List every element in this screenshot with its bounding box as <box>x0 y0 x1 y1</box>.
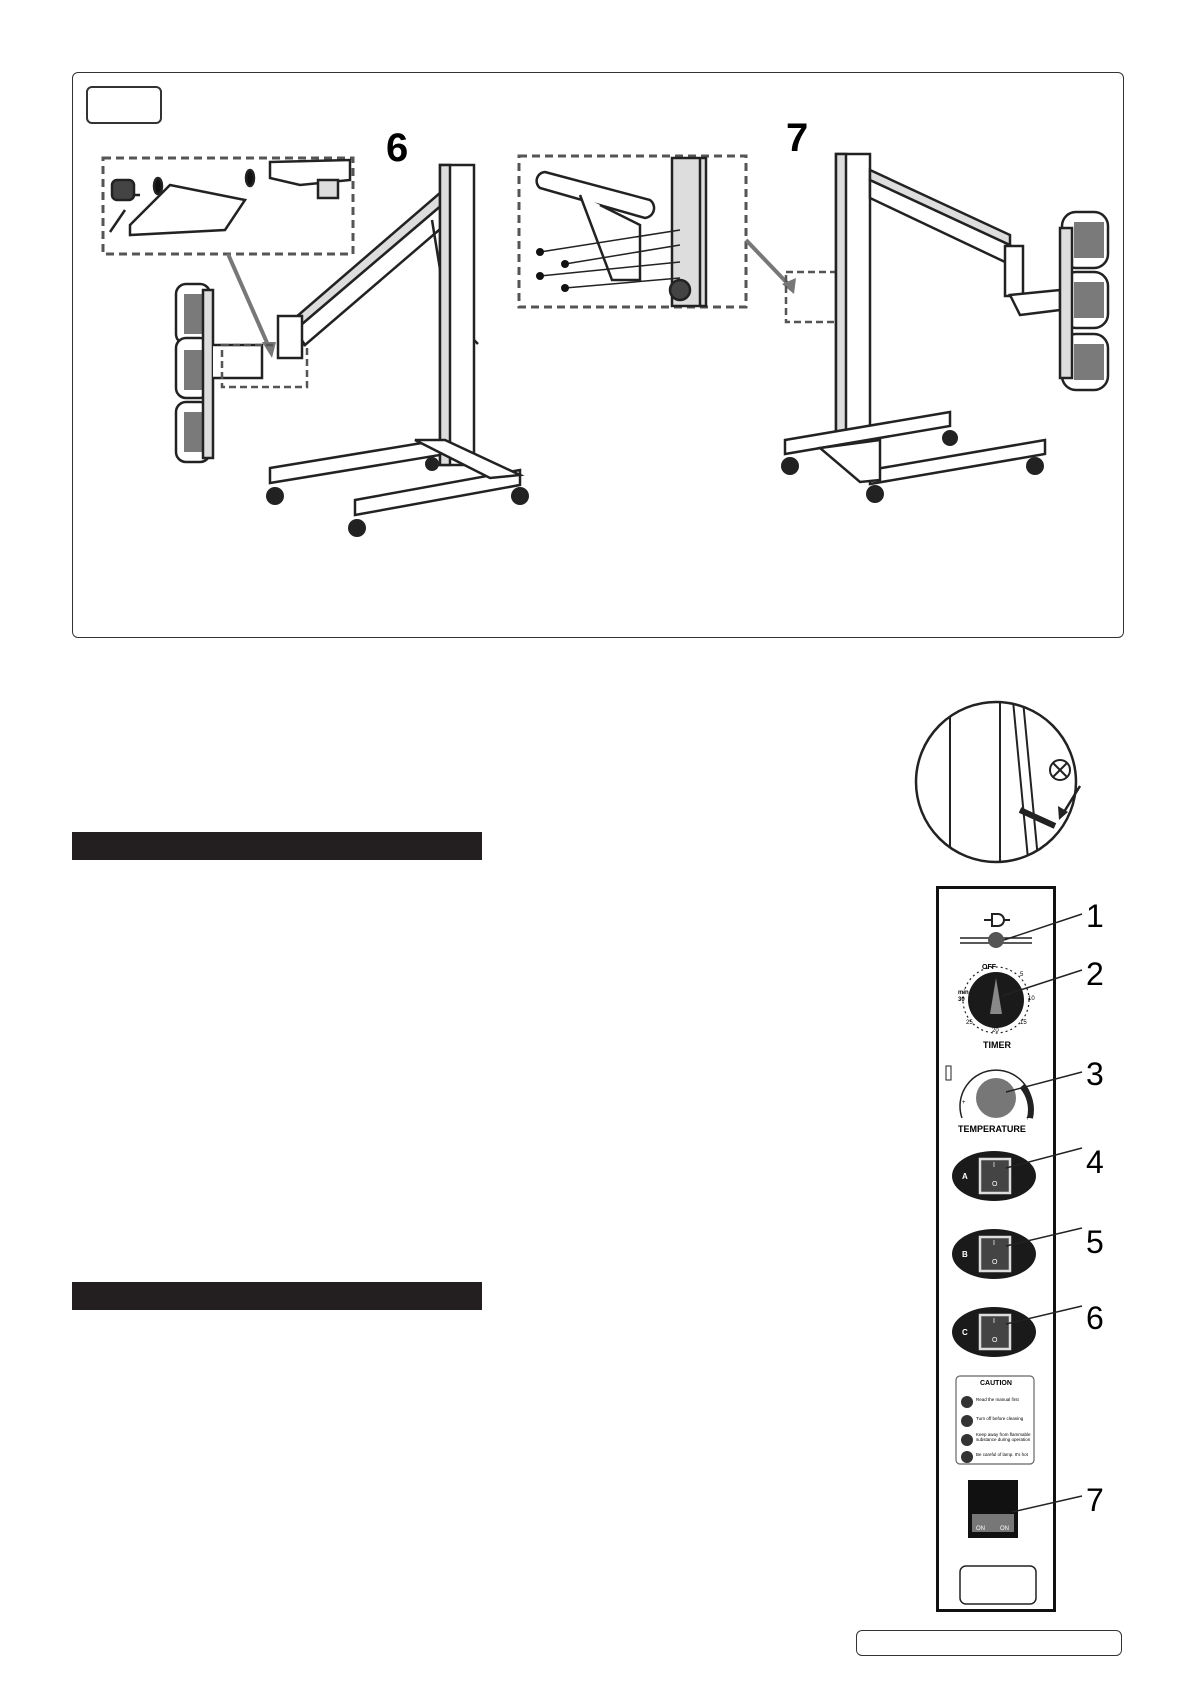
step-number-7: 7 <box>786 116 809 160</box>
breaker-on-left: ON <box>976 1526 985 1532</box>
temperature-high-mark: + <box>1026 1116 1030 1122</box>
timer-tick-10: 10 <box>1028 996 1035 1002</box>
callout-1: 1 <box>1086 898 1104 934</box>
switch-a-letter: A <box>962 1172 968 1181</box>
timer-off-label: OFF <box>982 964 996 971</box>
caution-item-2: Turn off before cleaning <box>976 1416 1024 1421</box>
power-plug-icon <box>984 914 1010 926</box>
callout-4: 4 <box>1086 1144 1104 1180</box>
caution-item-3: Keep away from flammable substance during operation <box>976 1432 1031 1442</box>
temperature-label: TEMPERATURE <box>958 1124 1026 1134</box>
caution-item-1: Read the manual first <box>976 1397 1019 1402</box>
page-footer-box <box>856 1630 1122 1656</box>
timer-label: TIMER <box>983 1040 1011 1050</box>
switch-b-letter: B <box>962 1250 968 1259</box>
temperature-low-mark: + <box>962 1100 966 1106</box>
timer-tick-15: 15 <box>1020 1020 1027 1026</box>
callout-5: 5 <box>1086 1224 1104 1260</box>
callout-7: 7 <box>1086 1482 1104 1518</box>
callout-2: 2 <box>1086 956 1104 992</box>
callout-6: 6 <box>1086 1300 1104 1336</box>
timer-unit-label: min <box>958 990 969 996</box>
callout-3: 3 <box>1086 1056 1104 1092</box>
breaker-on-right: ON <box>1000 1526 1009 1532</box>
timer-tick-25: 25 <box>966 1020 973 1026</box>
switch-b-on: I <box>993 1240 995 1247</box>
timer-tick-30: 30 <box>958 997 965 1003</box>
caution-title: CAUTION <box>980 1380 1012 1387</box>
step-number-6: 6 <box>386 126 409 170</box>
timer-tick-5: 5 <box>1020 972 1024 978</box>
switch-c-on: I <box>993 1318 995 1325</box>
switch-a-off: O <box>992 1181 998 1188</box>
switch-c-off: O <box>992 1337 998 1344</box>
switch-c-letter: C <box>962 1328 968 1337</box>
timer-tick-20: 20 <box>992 1028 999 1034</box>
caution-item-4: Be careful of lamp. It's hot <box>976 1452 1028 1457</box>
switch-b-off: O <box>992 1259 998 1266</box>
switch-a-on: I <box>993 1162 995 1169</box>
